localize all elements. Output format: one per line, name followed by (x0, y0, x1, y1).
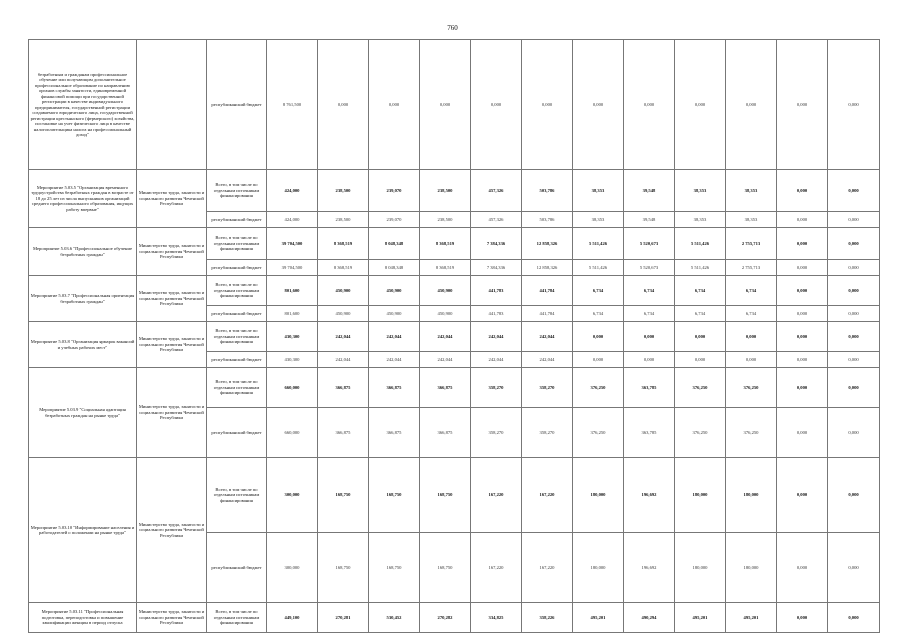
amount-cell: 0,000 (726, 40, 777, 170)
amount-cell: 334,825 (471, 603, 522, 633)
amount-cell: 5 511,426 (573, 228, 624, 260)
table-row (29, 368, 880, 408)
amount-cell: 0,000 (828, 368, 880, 408)
amount-cell: 376,250 (726, 368, 777, 408)
amount-cell: 8 368,519 (318, 260, 369, 276)
amount-cell: 7 384,336 (471, 228, 522, 260)
table-row (29, 603, 880, 633)
measure-name: Мероприятие 5.03.5 "Организация временного трудоустройства безработных граждан в возрасте от 18 до 25 лет из числа выпускников организаций среднего профессионального образования, ищущих работу впервые" (29, 170, 137, 228)
measure-name: Мероприятие 5.03.8 "Организация ярмарок вакансий и учебных рабочих мест" (29, 322, 137, 368)
funding-source-label: Всего, в том числе по отдельным источникам финансирования (207, 603, 267, 633)
amount-cell: 457,326 (471, 170, 522, 212)
amount-cell: 6,734 (573, 306, 624, 322)
amount-cell: 0,000 (471, 40, 522, 170)
amount-cell: 450,900 (318, 306, 369, 322)
amount-cell: 0,000 (828, 228, 880, 260)
amount-cell: 450,900 (318, 276, 369, 306)
amount-cell: 5 511,426 (573, 260, 624, 276)
budget-table (28, 39, 880, 633)
amount-cell: 8 368,519 (420, 228, 471, 260)
amount-cell: 180,000 (573, 533, 624, 603)
amount-cell: 39,548 (624, 212, 675, 228)
amount-cell: 168,750 (318, 458, 369, 533)
amount-cell: 0,000 (777, 40, 828, 170)
executor-name: Министерство труда, занятости и социального развития Чеченской Республики (137, 603, 207, 633)
funding-source-label: Всего, в том числе по отдельным источникам финансирования (207, 322, 267, 352)
amount-cell: 0,000 (675, 322, 726, 352)
amount-cell: 358,270 (522, 408, 573, 458)
amount-cell: 0,000 (777, 276, 828, 306)
amount-cell: 38,353 (573, 212, 624, 228)
amount-cell: 5 520,673 (624, 228, 675, 260)
amount-cell: 441,784 (522, 276, 573, 306)
executor-name: Министерство труда, занятости и социального развития Чеченской Республики (137, 170, 207, 228)
amount-cell: 238,500 (318, 170, 369, 212)
amount-cell: 450,900 (420, 306, 471, 322)
amount-cell: 167,220 (522, 533, 573, 603)
amount-cell: 366,875 (318, 368, 369, 408)
amount-cell: 238,500 (420, 170, 471, 212)
amount-cell: 270,282 (420, 603, 471, 633)
amount-cell: 450,900 (369, 306, 420, 322)
amount-cell: 376,250 (675, 368, 726, 408)
amount-cell: 495,201 (726, 603, 777, 633)
amount-cell: 430,300 (267, 322, 318, 352)
funding-source-label: Всего, в том числе по отдельным источникам финансирования (207, 458, 267, 533)
amount-cell: 5 520,673 (624, 260, 675, 276)
executor-name: Министерство труда, занятости и социального развития Чеченской Республики (137, 368, 207, 458)
amount-cell: 441,783 (471, 276, 522, 306)
amount-cell: 503,786 (522, 212, 573, 228)
amount-cell: 366,875 (420, 368, 471, 408)
amount-cell: 7 384,336 (471, 260, 522, 276)
amount-cell: 441,783 (471, 306, 522, 322)
amount-cell: 300,000 (267, 458, 318, 533)
amount-cell: 801,600 (267, 306, 318, 322)
amount-cell: 0,000 (777, 260, 828, 276)
amount-cell: 0,000 (777, 368, 828, 408)
amount-cell: 660,000 (267, 368, 318, 408)
amount-cell: 39 704,500 (267, 260, 318, 276)
amount-cell: 12 858,326 (522, 260, 573, 276)
amount-cell: 0,000 (675, 352, 726, 368)
amount-cell: 0,000 (369, 40, 420, 170)
amount-cell: 358,226 (522, 603, 573, 633)
funding-source-label: республиканский бюджет (207, 260, 267, 276)
amount-cell: 0,000 (573, 322, 624, 352)
amount-cell: 242,044 (471, 322, 522, 352)
amount-cell: 238,500 (318, 212, 369, 228)
amount-cell: 242,044 (420, 352, 471, 368)
amount-cell: 6,734 (573, 276, 624, 306)
amount-cell: 0,000 (777, 228, 828, 260)
amount-cell: 358,270 (471, 408, 522, 458)
amount-cell: 6,734 (675, 276, 726, 306)
page-number: 760 (447, 24, 458, 32)
amount-cell: 180,000 (675, 458, 726, 533)
amount-cell: 0,000 (777, 352, 828, 368)
amount-cell: 660,000 (267, 408, 318, 458)
amount-cell: 5 511,426 (675, 228, 726, 260)
amount-cell: 0,000 (624, 40, 675, 170)
amount-cell: 238,500 (420, 212, 471, 228)
table-row (29, 458, 880, 533)
amount-cell: 300,000 (267, 533, 318, 603)
amount-cell: 168,750 (369, 458, 420, 533)
amount-cell: 196,692 (624, 458, 675, 533)
amount-cell: 12 858,326 (522, 228, 573, 260)
executor-name (137, 40, 207, 170)
amount-cell: 167,220 (471, 533, 522, 603)
amount-cell: 0,000 (828, 170, 880, 212)
amount-cell: 167,220 (471, 458, 522, 533)
amount-cell: 6,734 (624, 306, 675, 322)
amount-cell: 376,250 (675, 408, 726, 458)
amount-cell: 0,000 (420, 40, 471, 170)
amount-cell: 0,000 (573, 352, 624, 368)
amount-cell: 366,875 (318, 408, 369, 458)
amount-cell: 376,250 (573, 368, 624, 408)
amount-cell: 8 368,519 (318, 228, 369, 260)
amount-cell: 424,000 (267, 170, 318, 212)
funding-source-label: республиканский бюджет (207, 533, 267, 603)
amount-cell: 242,044 (318, 322, 369, 352)
amount-cell: 2 755,713 (726, 260, 777, 276)
amount-cell: 6,734 (624, 276, 675, 306)
amount-cell: 180,000 (573, 458, 624, 533)
amount-cell: 168,750 (420, 533, 471, 603)
amount-cell: 801,600 (267, 276, 318, 306)
amount-cell: 8 368,519 (420, 260, 471, 276)
funding-source-label: Всего, в том числе по отдельным источникам финансирования (207, 368, 267, 408)
amount-cell: 242,044 (522, 352, 573, 368)
amount-cell: 0,000 (318, 40, 369, 170)
amount-cell: 168,750 (420, 458, 471, 533)
measure-name: Мероприятие 5.03.7 "Профессиональная ориентация безработных граждан" (29, 276, 137, 322)
amount-cell: 0,000 (624, 352, 675, 368)
executor-name: Министерство труда, занятости и социального развития Чеченской Республики (137, 228, 207, 276)
amount-cell: 196,692 (624, 533, 675, 603)
amount-cell: 5 511,426 (675, 260, 726, 276)
amount-cell: 457,326 (471, 212, 522, 228)
amount-cell: 39 704,500 (267, 228, 318, 260)
funding-source-label: Всего, в том числе по отдельным источникам финансирования (207, 276, 267, 306)
amount-cell: 38,353 (726, 212, 777, 228)
amount-cell: 503,786 (522, 170, 573, 212)
amount-cell: 0,000 (828, 408, 880, 458)
amount-cell: 376,250 (573, 408, 624, 458)
table-row (29, 228, 880, 260)
amount-cell: 0,000 (777, 170, 828, 212)
amount-cell: 168,750 (369, 533, 420, 603)
amount-cell: 0,000 (726, 352, 777, 368)
amount-cell: 0,000 (624, 322, 675, 352)
amount-cell: 358,270 (522, 368, 573, 408)
amount-cell: 495,201 (675, 603, 726, 633)
amount-cell: 180,000 (675, 533, 726, 603)
amount-cell: 376,250 (726, 408, 777, 458)
amount-cell: 242,044 (420, 322, 471, 352)
amount-cell: 0,000 (777, 533, 828, 603)
amount-cell: 0,000 (828, 212, 880, 228)
amount-cell: 490,294 (624, 603, 675, 633)
amount-cell: 0,000 (777, 603, 828, 633)
measure-name: Мероприятие 5.03.9 "Социальная адаптация безработных граждан на рынке труда" (29, 368, 137, 458)
table-row (29, 170, 880, 212)
amount-cell: 366,875 (369, 408, 420, 458)
amount-cell: 450,900 (369, 276, 420, 306)
executor-name: Министерство труда, занятости и социального развития Чеченской Республики (137, 458, 207, 603)
amount-cell: 366,875 (369, 368, 420, 408)
funding-source-label: республиканский бюджет (207, 306, 267, 322)
amount-cell: 6,734 (675, 306, 726, 322)
table-row (29, 322, 880, 352)
amount-cell: 0,000 (828, 603, 880, 633)
amount-cell: 180,000 (726, 458, 777, 533)
amount-cell: 0,000 (828, 533, 880, 603)
amount-cell: 0,000 (828, 306, 880, 322)
amount-cell: 0,000 (522, 40, 573, 170)
amount-cell: 8 048,348 (369, 260, 420, 276)
amount-cell: 242,044 (369, 322, 420, 352)
amount-cell: 450,900 (420, 276, 471, 306)
amount-cell: 0,000 (675, 40, 726, 170)
amount-cell: 242,044 (318, 352, 369, 368)
amount-cell: 0,000 (573, 40, 624, 170)
funding-source-label: республиканский бюджет (207, 408, 267, 458)
amount-cell: 242,044 (369, 352, 420, 368)
measure-name: Мероприятие 5.03.6 "Профессиональное обучение безработных граждан" (29, 228, 137, 276)
amount-cell: 0,000 (828, 276, 880, 306)
measure-name: Мероприятие 5.03.11 "Профессиональная подготовка, переподготовка и повышение квалификации женщин в период отпуска (29, 603, 137, 633)
amount-cell: 358,270 (471, 368, 522, 408)
amount-cell: 38,353 (726, 170, 777, 212)
amount-cell: 2 755,713 (726, 228, 777, 260)
amount-cell: 0,000 (828, 40, 880, 170)
table-row (29, 40, 880, 170)
amount-cell: 0,000 (777, 306, 828, 322)
amount-cell: 0,000 (777, 212, 828, 228)
amount-cell: 38,353 (573, 170, 624, 212)
amount-cell: 430,300 (267, 352, 318, 368)
amount-cell: 363,785 (624, 408, 675, 458)
amount-cell: 167,220 (522, 458, 573, 533)
amount-cell: 6,734 (726, 306, 777, 322)
measure-name: Мероприятие 5.03.10 "Информирование населения и работодателей о положении на рынке труда" (29, 458, 137, 603)
amount-cell: 424,000 (267, 212, 318, 228)
amount-cell: 0,000 (777, 322, 828, 352)
funding-source-label: Всего, в том числе по отдельным источникам финансирования (207, 170, 267, 212)
amount-cell: 38,353 (675, 212, 726, 228)
amount-cell: 239,070 (369, 170, 420, 212)
amount-cell: 239,070 (369, 212, 420, 228)
executor-name: Министерство труда, занятости и социального развития Чеченской Республики (137, 322, 207, 368)
measure-name: безработным и гражданам профессиональное обучение или получающим дополнительное профессиональное образование по направлению органов службы занятости, единовременной финансовой помощи при государственной регистрации в качестве индивидуального предпринимателя, государственной регистрации создаваемого юридического лица, государственной регистрации крестьянского (фермерского) хозяйства, постановке на учет физического лица в качестве налогоплательщика налога на профессиональный доход" (29, 40, 137, 170)
amount-cell: 495,201 (573, 603, 624, 633)
amount-cell: 38,353 (675, 170, 726, 212)
funding-source-label: республиканский бюджет (207, 352, 267, 368)
amount-cell: 270,281 (318, 603, 369, 633)
funding-source-label: республиканский бюджет (207, 40, 267, 170)
amount-cell: 0,000 (726, 322, 777, 352)
amount-cell: 180,000 (726, 533, 777, 603)
amount-cell: 366,875 (420, 408, 471, 458)
funding-source-label: республиканский бюджет (207, 212, 267, 228)
table-row (29, 276, 880, 306)
amount-cell: 449,100 (267, 603, 318, 633)
amount-cell: 242,044 (522, 322, 573, 352)
amount-cell: 530,452 (369, 603, 420, 633)
amount-cell: 0,000 (828, 458, 880, 533)
amount-cell: 168,750 (318, 533, 369, 603)
amount-cell: 8 048,348 (369, 228, 420, 260)
amount-cell: 242,044 (471, 352, 522, 368)
amount-cell: 0,000 (828, 322, 880, 352)
amount-cell: 39,548 (624, 170, 675, 212)
amount-cell: 8 761,500 (267, 40, 318, 170)
amount-cell: 6,734 (726, 276, 777, 306)
amount-cell: 0,000 (777, 458, 828, 533)
amount-cell: 0,000 (828, 260, 880, 276)
amount-cell: 441,784 (522, 306, 573, 322)
amount-cell: 0,000 (828, 352, 880, 368)
amount-cell: 363,785 (624, 368, 675, 408)
amount-cell: 0,000 (777, 408, 828, 458)
funding-source-label: Всего, в том числе по отдельным источникам финансирования (207, 228, 267, 260)
executor-name: Министерство труда, занятости и социального развития Чеченской Республики (137, 276, 207, 322)
